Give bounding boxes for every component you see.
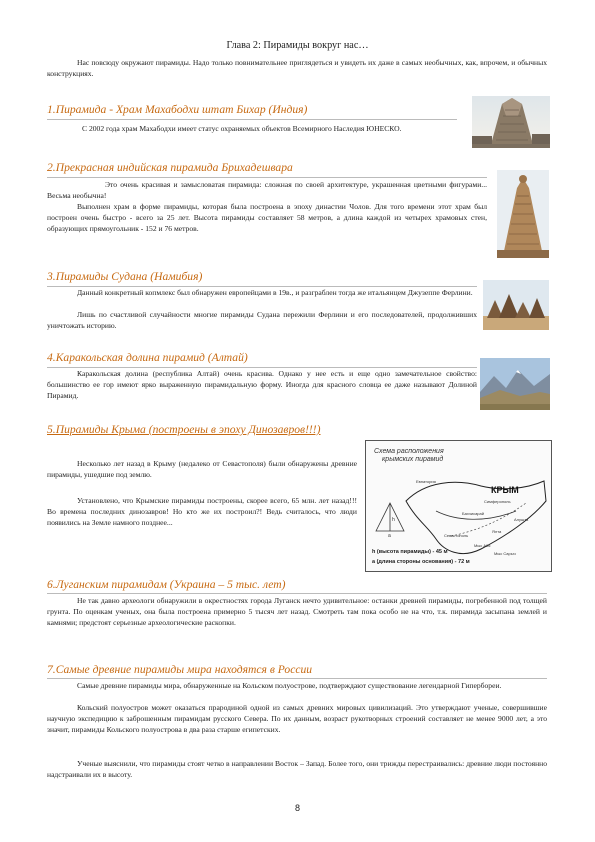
map-title-line1: Схема расположения — [374, 448, 444, 455]
map-place-label: Мыс Сарыч — [494, 551, 516, 556]
section-6-paragraph: Не так давно археологи обнаружили в окрестностях города Луганск нечто удивительное: останки древней пирамиды, погребенной под толщей грунта. По оценкам ученых, она была построена примерно 5 тысяч лет назад. Смотреть там пока особо не на что, т.к. пирамида засыпана землей и камнями; предстоят серьезные археологические раскопки. — [47, 596, 547, 627]
pyramid-height-label: h — [392, 517, 395, 523]
map-place-label: Мыс Айя — [474, 543, 491, 548]
map-legend-height: h (высота пирамиды) - 45 м — [372, 549, 448, 555]
section-2-heading: 2.Прекрасная индийская пирамида Брихадешвара — [47, 161, 293, 174]
section-5-heading: 5.Пирамиды Крыма (построены в эпоху Динозавров!!!) — [47, 423, 321, 436]
section-1-heading: 1.Пирамида - Храм Махабодхи штат Бихар (Индия) — [47, 103, 308, 116]
section-7-heading: 7.Самые древние пирамиды мира находятся в России — [47, 663, 313, 676]
section-2-paragraph-2: Выполнен храм в форме пирамиды, которая была построена в эпоху династии Чолов. Для того времени этот храм был построен очень быстро - всего за 25 лет. Высота пирамиды составляет 58 метров, а длина каждой из четырех храмовых стен, образующих прямоугольник - 152 и 76 метров. — [47, 202, 487, 233]
page-number: 8 — [294, 803, 300, 813]
section-3-heading: 3.Пирамиды Судана (Намибия) — [47, 270, 203, 283]
section-4-paragraph: Каракольская долина (республика Алтай) очень красива. Однако у нее есть и еще одно замечательное свойство: большинство ее гор имеют ярко выраженную пирамидальную форму. Иногда для красного словца ее даже называют Долиной Пирамид. — [47, 369, 477, 400]
map-legend-base: а (длина стороны основания) - 72 м — [372, 559, 470, 565]
pyramid-diagram — [376, 503, 404, 531]
section-5-paragraph-1: Несколько лет назад в Крыму (недалеко от Севастополя) были обнаружены древние пирамиды, ушедшие под землю. — [47, 459, 357, 479]
section-6-heading: 6.Луганским пирамидам (Украина – 5 тыс. лет) — [47, 578, 286, 591]
section-divider — [47, 177, 487, 178]
karakol-valley-image — [480, 358, 550, 410]
chapter-title: Глава 2: Пирамиды вокруг нас… — [226, 40, 369, 51]
crimea-pyramids-map — [365, 440, 552, 572]
section-3-paragraph-1: Данный конкретный копмлекс был обнаружен европейцами в 19в., и разграблен тогда же итальянцем Джузеппе Ферлини. — [77, 288, 473, 297]
map-place-label: Алушта — [514, 517, 529, 522]
section-divider — [47, 678, 547, 679]
sudan-pyramids-image — [483, 280, 549, 330]
section-1-paragraph: С 2002 года храм Махабодхи имеет статус охраняемых объектов Всемирного Наследия ЮНЕСКО. — [82, 124, 402, 133]
section-divider — [47, 593, 547, 594]
section-3-paragraph-2: Лишь по счастливой случайности многие пирамиды Судана пережили Ферлини и его последователей, продолживших уничтожать историю. — [47, 310, 477, 330]
map-region-label: КРЫМ — [491, 485, 519, 495]
intro-paragraph: Нас повсюду окружают пирамиды. Надо только повнимательнее приглядеться и увидеть их даже в самых необычных, как, впрочем, и обычных конструкциях. — [47, 58, 547, 78]
map-place-label: Бахчисарай — [462, 511, 484, 516]
map-place-label: Севастополь — [444, 533, 469, 538]
map-place-label: Симферополь — [484, 499, 511, 504]
mahabodhi-temple-image — [472, 96, 550, 148]
section-7-paragraph-2: Кольский полуостров может оказаться прародиной одной из самых древних мировых цивилизаций. Это утверждают ученые, совершившие научную экспедицию к заброшенным пирамидам русского Севера. По их данным, возраст рукотворных строений составляет не менее 9000 лет, а это значит, пирамиды Кольского полуострова в два раза старше египетских. — [47, 703, 547, 734]
section-5-paragraph-2: Установлено, что Крымские пирамиды построены, скорее всего, 65 млн. лет назад!!! Во времена последних динозавров! Но кто же их построил?! Ведь считалось, что люди появились на Земле намного позднее... — [47, 496, 357, 527]
section-7-paragraph-1: Самые древние пирамиды мира, обнаруженные на Кольском полуострове, подтверждают существование легендарной Гипербореи. — [77, 681, 502, 690]
map-place-label: Евпатория — [416, 479, 436, 484]
brihadeeswarar-temple-image — [497, 170, 549, 258]
section-7-paragraph-3: Ученые выяснили, что пирамиды стоят четко в направлении Восток – Запад. Более того, они трижды перестраивались: древние люди постоянно надстраивали их в высоту. — [47, 759, 547, 779]
section-divider — [47, 119, 457, 120]
section-2-paragraph-1: Это очень красивая и замысловатая пирамида: сложная по своей архитектуре, украшенная цветными фигурами... Весьма необычна! — [47, 180, 487, 200]
map-title-line2: крымских пирамид — [382, 456, 444, 463]
map-place-label: Ялта — [492, 529, 502, 534]
section-4-heading: 4.Каракольская долина пирамид (Алтай) — [47, 351, 248, 364]
pyramid-base-label: a — [388, 533, 391, 539]
